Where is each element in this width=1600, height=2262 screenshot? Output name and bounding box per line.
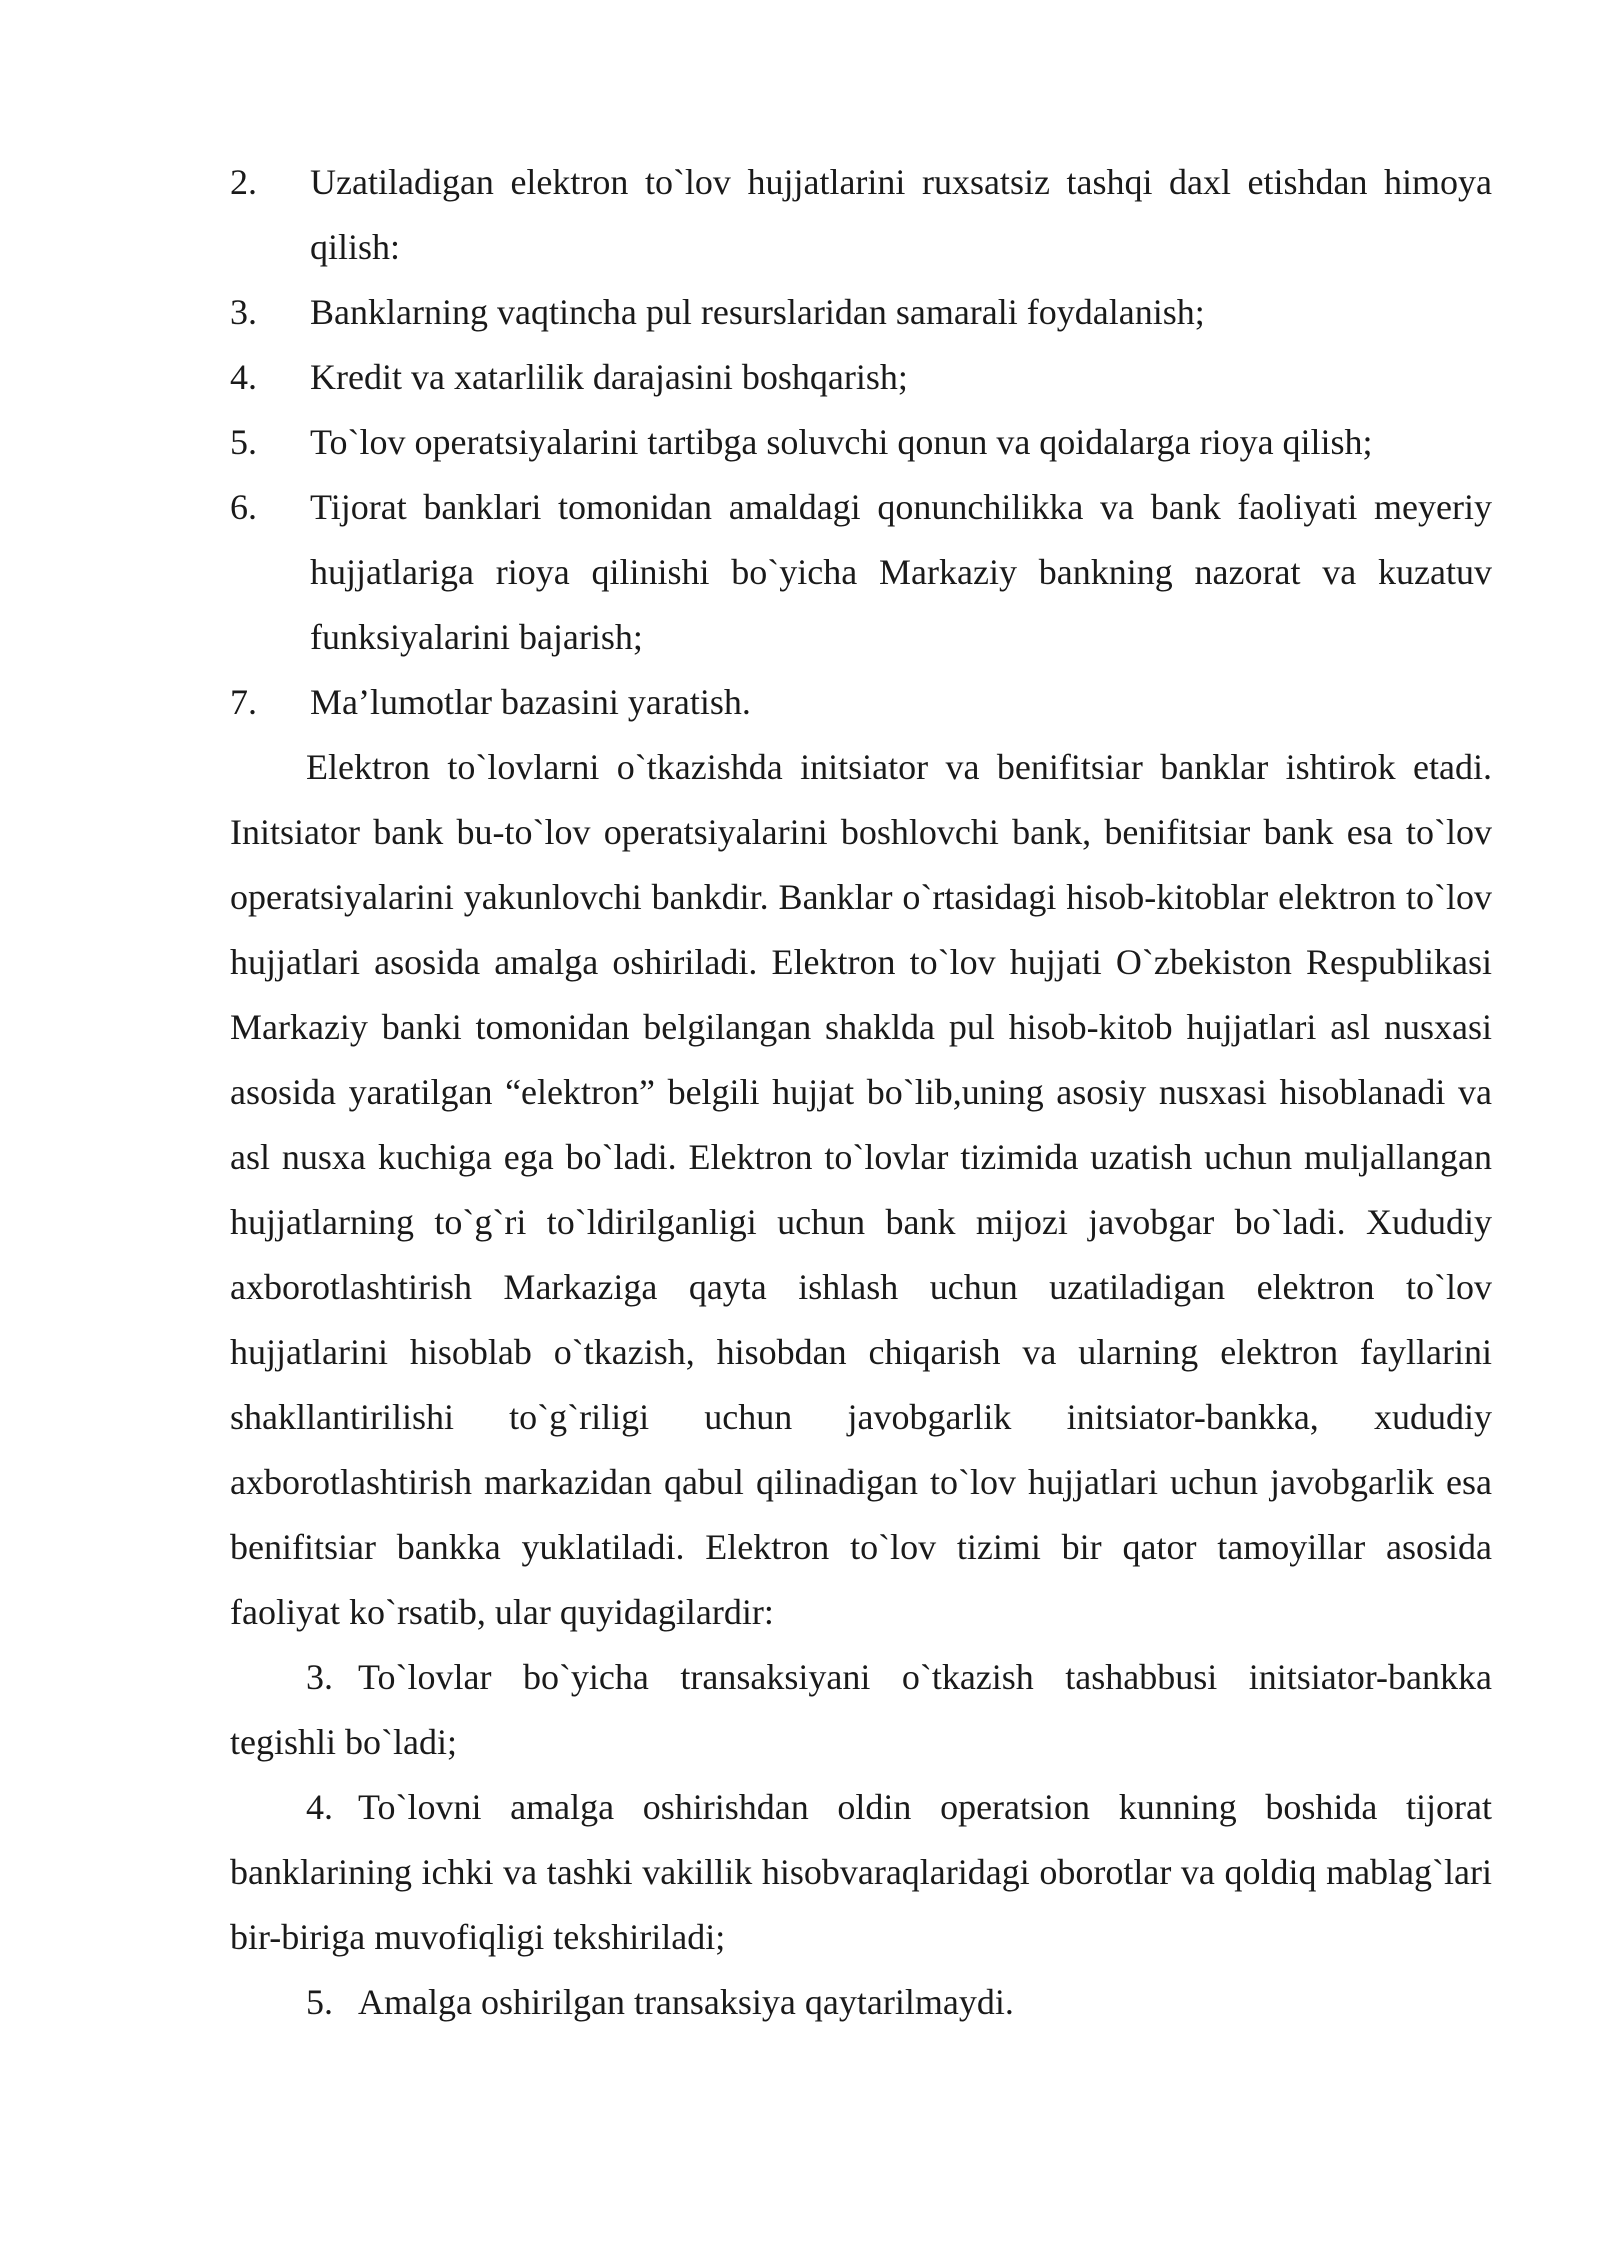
list-text: Uzatiladigan elektron to`lov hujjatlarini ruxsatsiz tashqi daxl etishdan himoya qilish: xyxy=(310,162,1492,267)
principle-number: 4. xyxy=(306,1787,333,1827)
list-text: Kredit va xatarlilik darajasini boshqarish; xyxy=(310,357,908,397)
list-item xyxy=(230,280,1492,345)
principle-item xyxy=(230,1775,1492,1970)
principle-text: To`lovlar bo`yicha transaksiyani o`tkazish tashabbusi initsiator-bankka tegishli bo`ladi; xyxy=(230,1657,1492,1762)
list-text: To`lov operatsiyalarini tartibga soluvchi qonun va qoidalarga rioya qilish; xyxy=(310,422,1373,462)
list-number: 5. xyxy=(230,422,257,462)
list-text: Ma’lumotlar bazasini yaratish. xyxy=(310,682,751,722)
list-item xyxy=(230,475,1492,670)
list-number: 3. xyxy=(230,292,257,332)
principle-text: To`lovni amalga oshirishdan oldin operatsion kunning boshida tijorat banklarining ichki va tashki vakillik hisobvaraqlaridagi oborotlar va qoldiq mablag`lari bir-biriga muvofiqligi tekshiriladi; xyxy=(230,1787,1492,1957)
list-text: Tijorat banklari tomonidan amaldagi qonunchilikka va bank faoliyati meyeriy hujjatlariga rioya qilinishi bo`yicha Markaziy bankning nazorat va kuzatuv funksiyalarini bajarish; xyxy=(310,487,1492,657)
list-item xyxy=(230,345,1492,410)
principle-text: Amalga oshirilgan transaksiya qaytarilmaydi. xyxy=(358,1982,1014,2022)
principle-item xyxy=(230,1970,1492,2035)
list-text: Banklarning vaqtincha pul resurslaridan samarali foydalanish; xyxy=(310,292,1205,332)
list-number: 6. xyxy=(230,487,257,527)
list-item xyxy=(230,670,1492,735)
document-page xyxy=(230,150,1492,2035)
body-paragraph: Elektron to`lovlarni o`tkazishda initsiator va benifitsiar banklar ishtirok etadi. Initsiator bank bu-to`lov operatsiyalarini boshlovchi bank, benifitsiar bank esa to`lov operatsiyalarini yakunlovchi bankdir. Banklar o`rtasidagi hisob-kitoblar elektron to`lov hujjatlari asosida amalga oshiriladi. Elektron to`lov hujjati O`zbekiston Respublikasi Markaziy banki tomonidan belgilangan shaklda pul hisob-kitob hujjatlari asl nusxasi asosida yaratilgan “elektron” belgili hujjat bo`lib,uning asosiy nusxasi hisoblanadi va asl nusxa kuchiga ega bo`ladi. Elektron to`lovlar tizimida uzatish uchun muljallangan hujjatlarning to`g`ri to`ldirilganligi uchun bank mijozi javobgar bo`ladi. Xududiy axborotlashtirish Markaziga qayta ishlash uchun uzatiladigan elektron to`lov hujjatlarini hisoblab o`tkazish, hisobdan chiqarish va ularning elektron fayllarini shakllantirilishi to`g`riligi uchun javobgarlik initsiator-bankka, xududiy axborotlashtirish markazidan qabul qilinadigan to`lov hujjatlari uchun javobgarlik esa benifitsiar bankka yuklatiladi. Elektron to`lov tizimi bir qator tamoyillar asosida faoliyat ko`rsatib, ular quyidagilardir: xyxy=(230,747,1492,1632)
list-number: 4. xyxy=(230,357,257,397)
principle-item xyxy=(230,1645,1492,1775)
list-item xyxy=(230,410,1492,475)
list-number: 7. xyxy=(230,682,257,722)
list-number: 2. xyxy=(230,162,257,202)
principle-number: 5. xyxy=(306,1982,333,2022)
list-item xyxy=(230,150,1492,280)
principle-number: 3. xyxy=(306,1657,333,1697)
